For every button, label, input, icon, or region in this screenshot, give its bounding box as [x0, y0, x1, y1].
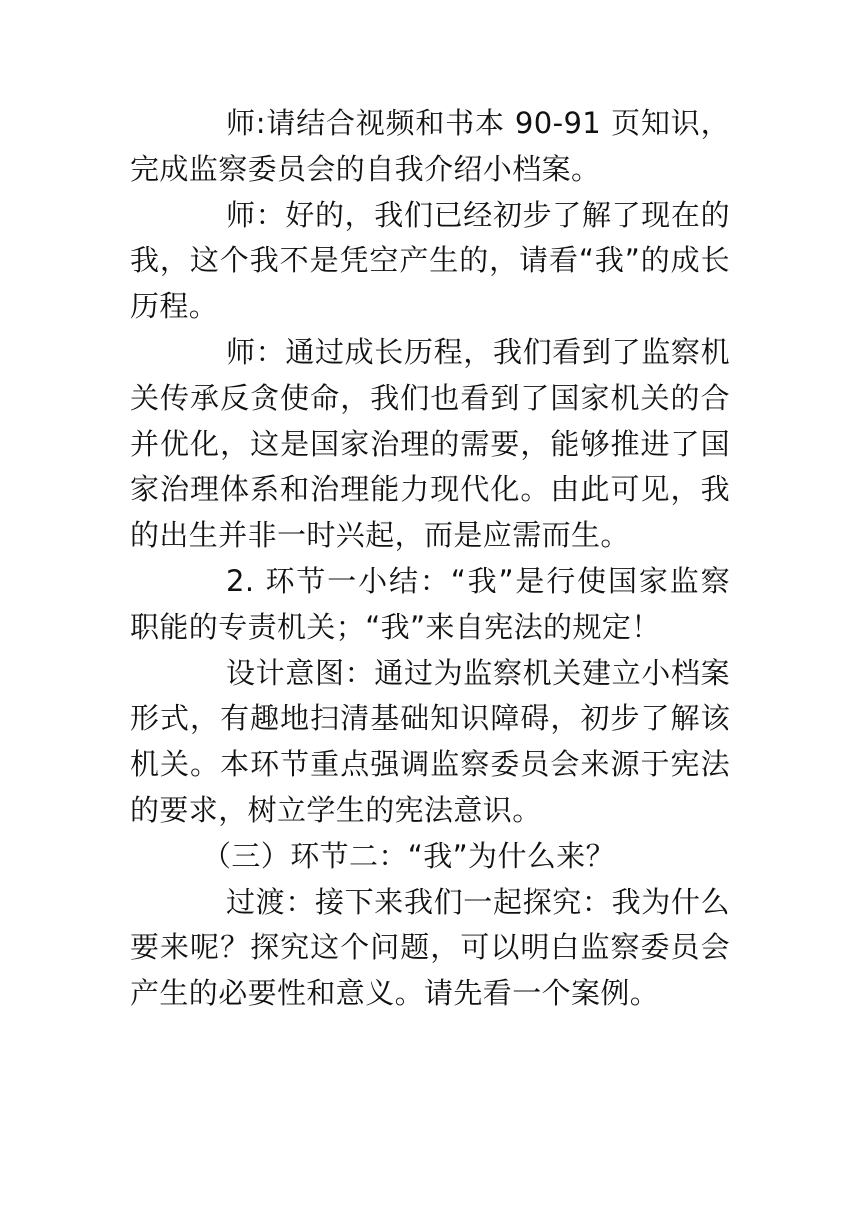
paragraph-growth-summary: 师：通过成长历程，我们看到了监察机关传承反贪使命，我们也看到了国家机关的合并优化，这是国家治理的需要，能够推进了国家治理体系和治理能力现代化。由此可见，我的出生并非一时兴起，而是应需而生。	[130, 334, 730, 553]
paragraph-teacher-instruction: 师:请结合视频和书本 90-91 页知识，完成监察委员会的自我介绍小档案。	[130, 106, 730, 186]
section-heading: （三）环节二：“我”为什么来？	[202, 838, 616, 873]
paragraph-growth-intro: 师：好的，我们已经初步了解了现在的我，这个我不是凭空产生的，请看“我”的成长历程。	[130, 197, 730, 324]
paragraph-section-summary: 2. 环节一小结：“我”是行使国家监察职能的专责机关；“我”来自宪法的规定！	[130, 563, 730, 644]
paragraph-design-intent: 设计意图：通过为监察机关建立小档案形式，有趣地扫清基础知识障碍，初步了解该机关。本环节重点强调监察委员会来源于宪法的要求，树立学生的宪法意识。	[130, 655, 730, 827]
paragraph-transition: 过渡：接下来我们一起探究：我为什么要来呢？探究这个问题，可以明白监察委员会产生的必要性和意义。请先看一个案例。	[130, 884, 730, 1011]
body-text	[130, 101, 730, 1017]
